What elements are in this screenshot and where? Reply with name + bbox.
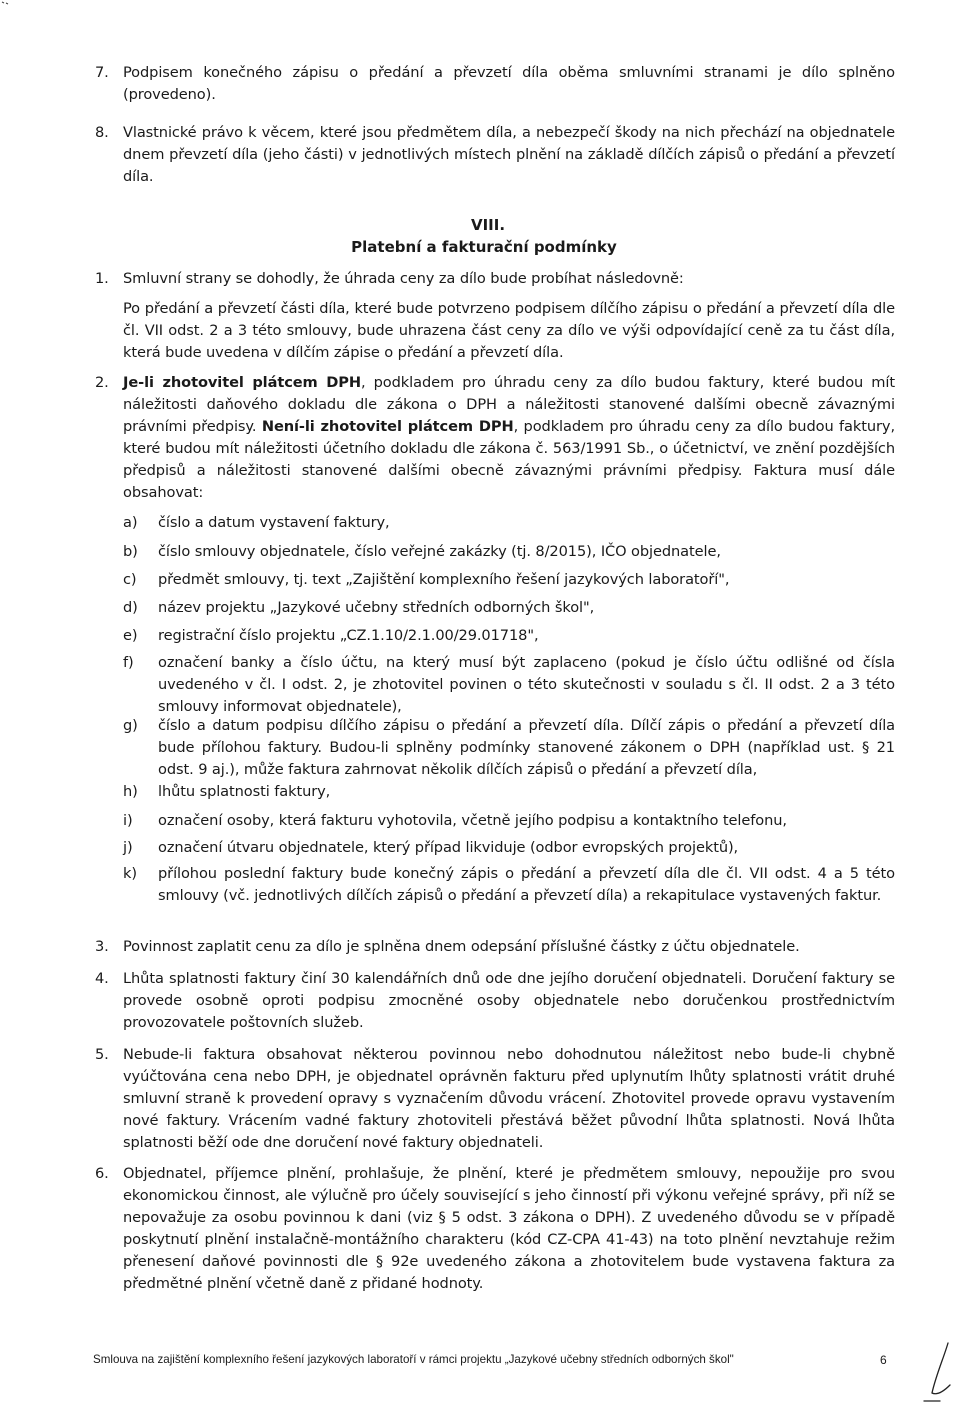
clause-number: 3. (95, 938, 109, 955)
list-letter: i) (123, 812, 133, 829)
list-letter: g) (123, 717, 138, 734)
list-text: číslo a datum vystavení faktury, (158, 514, 390, 531)
page-footer: Smlouva na zajištění komplexního řešení jazykových laboratoří v rámci projektu „Jazykové učebny středních odborných škol" (93, 1353, 734, 1366)
clause-5 (95, 1044, 895, 1154)
bold-phrase: Není-li zhotovitel plátcem DPH (261, 418, 514, 435)
clause-number: 1. (95, 270, 109, 287)
list-item (95, 837, 895, 859)
clause-text: Lhůta splatnosti faktury činí 30 kalendářních dnů ode dne jejího doručení objednateli. Doručení faktury se provede osobně oproti podpisu zmocněné osoby objednatele nebo doručenkou prostřednictvím provozovatele poštovních služeb. (123, 970, 895, 1031)
list-letter: h) (123, 783, 138, 800)
clause-4 (95, 968, 895, 1034)
list-letter: b) (123, 543, 138, 560)
list-text: číslo a datum podpisu dílčího zápisu o předání a převzetí díla. Dílčí zápis o předání a převzetí díla bude přílohou faktury. Budou-li splněny podmínky stanovené zákonem o DPH (například ust. § 21 odst. 9 aj.), může faktura zahrnovat několik dílčích zápisů o předání a převzetí díla, (158, 717, 895, 778)
clause-number: 6. (95, 1165, 109, 1182)
list-item (95, 512, 895, 534)
clause-text: Smluvní strany se dohodly, že úhrada ceny za dílo bude probíhat následovně: (123, 270, 684, 287)
clause-text: Vlastnické právo k věcem, které jsou předmětem díla, a nebezpečí škody na nich přechází na objednatele dnem převzetí díla (jeho části) v jednotlivých místech plnění na základě dílčích zápisů o předání a převzetí díla. (123, 124, 895, 185)
clause-text: Podpisem konečného zápisu o předání a převzetí díla oběma smluvními stranami je dílo splněno (provedeno). (123, 64, 895, 103)
clause-text-part: , podkladem pro úhradu ceny za dílo budou faktury, které budou mít náležitosti účetního dokladu dle zákona č. 563/1991 Sb., o účetnictví, ve znění pozdějších předpisů a náležitosti stanovené dalšími obecně závaznými právními předpisy. Faktura musí dále obsahovat: (123, 418, 895, 501)
clause-1-detail: Po předání a převzetí části díla, které bude potvrzeno podpisem dílčího zápisu o předání a převzetí díla dle čl. VII odst. 2 a 3 této smlouvy, bude uhrazena část ceny za dílo ve výši odpovídající ceně za tu část díla, která bude uvedena v dílčím zápise o předání a převzetí díla. (123, 300, 895, 361)
list-item (95, 597, 895, 619)
list-item (95, 810, 895, 832)
clause-text: Povinnost zaplatit cenu za dílo je splněna dnem odepsání příslušné částky z účtu objednatele. (123, 938, 800, 955)
clause-text: Nebude-li faktura obsahovat některou povinnou nebo dohodnutou náležitost nebo bude-li chybně vyúčtována cena nebo DPH, je objednatel oprávněn fakturu před uplynutím lhůty splatnosti vrátit druhé smluvní straně k provedení opravy s vyznačením důvodu vrácení. Zhotovitel provede opravu vystavením nové faktury. Vrácením vadné faktury zhotoviteli přestává běžet původní lhůta splatnosti. Nová lhůta splatnosti běží ode dne doručení nové faktury objednateli. (123, 1046, 895, 1151)
list-letter: j) (123, 839, 133, 856)
list-text: označení útvaru objednatele, který případ likviduje (odbor evropských projektů), (158, 839, 739, 856)
list-item (95, 625, 895, 647)
list-text: číslo smlouvy objednatele, číslo veřejné zakázky (tj. 8/2015), IČO objednatele, (158, 543, 721, 560)
list-text: název projektu „Jazykové učebny středních odborných škol", (158, 599, 595, 616)
list-item (95, 715, 895, 781)
list-letter: k) (123, 865, 137, 882)
clause-number: 5. (95, 1046, 109, 1063)
bold-phrase: Je-li zhotovitel plátcem DPH (123, 374, 361, 391)
clause-2 (95, 372, 895, 504)
list-text: označení osoby, která fakturu vyhotovila, včetně jejího podpisu a kontaktního telefonu, (158, 812, 787, 829)
section-title: Platební a fakturační podmínky (351, 238, 617, 256)
list-item (95, 569, 895, 591)
clause-7 (95, 62, 895, 106)
list-item (95, 541, 895, 563)
clause-text: Objednatel, příjemce plnění, prohlašuje, že plnění, které je předmětem smlouvy, nepoužije pro svou ekonomickou činnost, ale výlučně pro účely související s jeho činností při výkonu veřejné správy, při níž se nepovažuje za osobu povinnou k dani (viz § 5 odst. 3 zákona o DPH). Z uvedeného důvodu se v případě poskytnutí plnění instalačně-montážního charakteru (kód CZ-CPA 41-43) na toto plnění nevztahuje režim přenesení daňové povinnosti dle § 92e uvedeného zákona a zhotovitelem bude vystavena faktura za předmětné plnění včetně daně z přidané hodnoty. (123, 1165, 895, 1292)
clause-number: 8. (95, 124, 109, 141)
clause-number: 2. (95, 374, 109, 391)
list-letter: d) (123, 599, 138, 616)
clause-number: 7. (95, 64, 109, 81)
list-text: registrační číslo projektu „CZ.1.10/2.1.00/29.01718", (158, 627, 539, 644)
clause-8 (95, 122, 895, 188)
section-number: VIII. (470, 216, 506, 234)
list-text: lhůtu splatnosti faktury, (158, 783, 331, 800)
scan-artifact (0, 0, 14, 10)
list-letter: a) (123, 514, 138, 531)
list-text: označení banky a číslo účtu, na který musí být zaplaceno (pokud je číslo účtu odlišné od čísla uvedeného v čl. I odst. 2, je zhotovitel povinen o této skutečnosti v souladu s čl. II odst. 2 a 3 této smlouvy informovat objednatele), (158, 654, 895, 715)
signature-mark (920, 1335, 956, 1405)
list-letter: e) (123, 627, 138, 644)
page-number: 6 (880, 1353, 887, 1367)
clause-6 (95, 1163, 895, 1295)
clause-text (123, 372, 895, 504)
clause-1 (95, 268, 895, 290)
list-text: přílohou poslední faktury bude konečný zápis o předání a převzetí díla dle čl. VII odst. 4 a 5 této smlouvy (vč. jednotlivých dílčích zápisů o předání a převzetí díla) a rekapitulace vystavených faktur. (158, 865, 895, 904)
list-item (95, 781, 895, 803)
list-item (95, 863, 895, 907)
clause-text-part: , podkladem pro úhradu ceny za dílo budou faktury, které budou mít náležitosti daňového dokladu dle zákona o DPH a náležitosti stanovené dalšími obecně závaznými právními předpisy. (123, 374, 896, 435)
clause-3 (95, 936, 895, 958)
list-letter: f) (123, 654, 134, 671)
clause-number: 4. (95, 970, 109, 987)
list-text: předmět smlouvy, tj. text „Zajištění komplexního řešení jazykových laboratoří", (158, 571, 730, 588)
list-letter: c) (123, 571, 137, 588)
list-item (95, 652, 895, 718)
